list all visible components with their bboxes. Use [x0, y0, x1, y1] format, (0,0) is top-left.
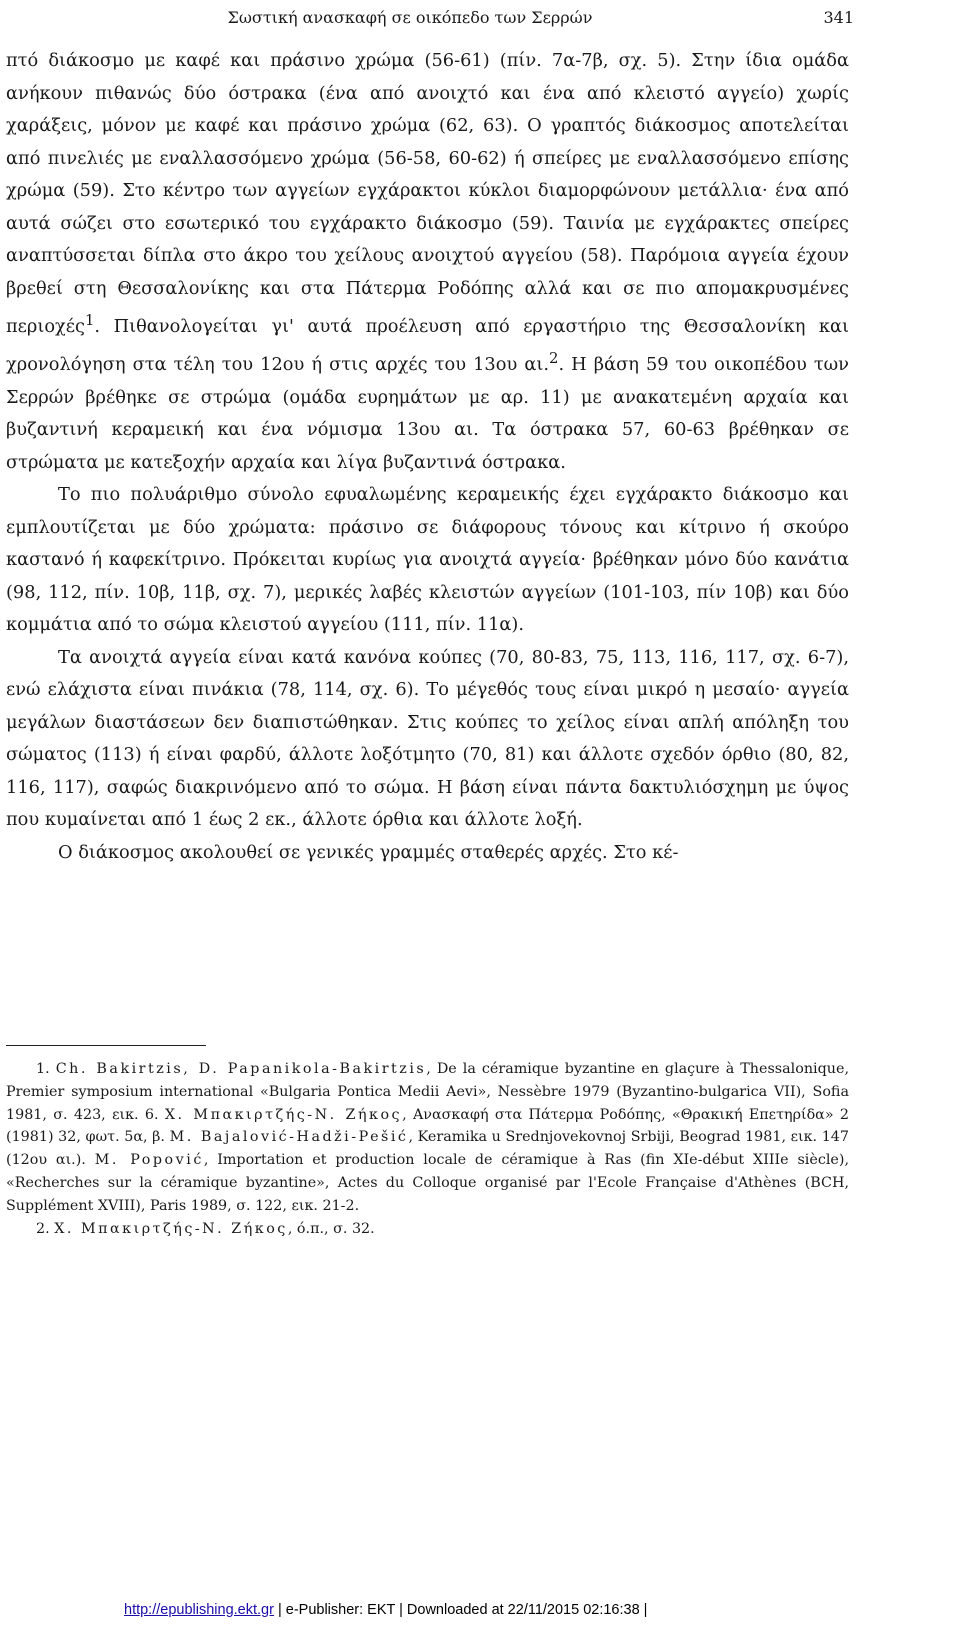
epublishing-link[interactable]: http://epublishing.ekt.gr [124, 1602, 274, 1618]
footnote-ref-1: 1 [84, 312, 95, 329]
footnote-2-author: Χ. Μπακιρτζής-Ν. Ζήκος [54, 1220, 288, 1237]
paragraph-1-text-b: . Πιθανολογείται γι' αυτά προέλευση από εργαστήριο της Θεσσαλονίκη και χρονολόγηση στα τέλη του 12ου ή στις αρχές του 13ου αι. [6, 315, 849, 376]
running-header [190, 4, 854, 32]
footnote-2-number: 2. [36, 1220, 50, 1237]
page-number: 341 [823, 8, 854, 27]
footnote-1-text-d: , Importation et production locale de céramique à Ras (fin XIe-début XIIIe siècle), «Recherches sur la céramique byzantine», Actes du Colloque organisé par l'Ecole Française d'Athènes (BCH, Supplément XVIII), Paris 1989, σ. 122, εικ. 21-2. [6, 1152, 850, 1214]
footnote-2 [6, 1218, 849, 1241]
footnote-divider [6, 1045, 206, 1046]
footer-info: | e-Publisher: EKT | Downloaded at 22/11/2015 02:16:38 | [273, 1602, 648, 1618]
paragraph-1 [6, 45, 849, 479]
footnote-1-author-4: M. Popović [94, 1152, 204, 1169]
paragraph-2: Το πιο πολυάριθμο σύνολο εφυαλωμένης κεραμεικής έχει εγχάρακτο διάκοσμο και εμπλουτίζεται με δύο χρώματα: πράσινο σε διάφορους τόνους και κίτρινο ή σκούρο καστανό ή καφεκίτρινο. Πρόκειται κυρίως για ανοιχτά αγγεία· βρέθηκαν μόνο δύο κανάτια (98, 112, πίν. 10β, 11β, σχ. 7), μερικές λαβές κλειστών αγγείων (101-103, πίν 10β) και δύο κομμάτια από το σώμα κλειστού αγγείου (111, πίν. 11α). [6, 484, 849, 636]
footnote-2-text: , ό.π., σ. 32. [287, 1220, 375, 1237]
paragraph-1-text-c: . Η βάση 59 του οικοπέδου των Σερρών βρέθηκε σε στρώμα (ομάδα ευρημάτων με αρ. 11) με ανακατεμένη αρχαία και βυζαντινή κεραμεική και ένα νόμισμα 13ου αι. Τα όστρακα 57, 60-63 βρέθηκαν σε στρώματα με κατεξοχήν αρχαία και λίγα βυζαντινά όστρακα. [6, 354, 849, 473]
body-text [6, 45, 849, 869]
footnote-1-author-1: Ch. Bakirtzis, D. Papanikola-Bakirtzis [55, 1061, 427, 1077]
running-title: Σωστική ανασκαφή σε οικόπεδο των Σερρών [227, 8, 593, 27]
footnote-1-text-a: , De la céramique byzantine en glaçure à Thessalonique, Premier symposium international «Bulgaria Pontica Medii Aevi», Nessèbre 1979 (Byzantino-bulgarica VII), Sofia 1981, σ. 423, εικ. 6. [6, 1061, 849, 1123]
paragraph-1-text-a: πτό διάκοσμο με καφέ και πράσινο χρώμα (56-61) (πίν. 7α-7β, σχ. 5). Στην ίδια ομάδα ανήκουν πιθανώς δύο όστρακα (ένα από ανοιχτό και ένα από κλειστό αγγείο) χωρίς χαράξεις, μόνον με καφέ και πράσινο χρώμα (62, 63). Ο γραπτός διάκοσμος αποτελείται από πινελιές με εναλλασσόμενο χρώμα (56-58, 60-62) ή σπείρες με εναλλασσόμενο επίσης χρώμα (59). Στο κέντρο των αγγείων εγχάρακτοι κύκλοι διαμορφώνουν μετάλλια· ένα από αυτά σώζει στο εσωτερικό του εγχάρακτο διάκοσμο (59). Ταινία με εγχάρακτες σπείρες αναπτύσσεται δίπλα στο άκρο του χείλους ανοιχτού αγγείου (58). Παρόμοια αγγεία έχουν βρεθεί στη Θεσσαλονίκης και στα Πάτερμα Ροδόπης αλλά και σε πιο απομακρυσμένες περιοχές [6, 50, 849, 337]
footnote-1-author-3: M. Bajalović-Hadži-Pešić [169, 1129, 409, 1146]
download-footer [124, 1600, 824, 1620]
footnote-1-author-2: Χ. Μπακιρτζής-Ν. Ζήκος [164, 1106, 403, 1123]
footnotes [6, 1058, 849, 1240]
footnote-1 [6, 1058, 849, 1218]
footnote-1-text-b: , Ανασκαφή στα Πάτερμα Ροδόπης, «Θρακική Επετηρίδα» 2 (1981) 32, φωτ. 5α, β. [6, 1106, 850, 1146]
footnote-ref-2: 2 [549, 350, 559, 368]
footnote-1-number: 1. [36, 1061, 50, 1077]
paragraph-3: Τα ανοιχτά αγγεία είναι κατά κανόνα κούπες (70, 80-83, 75, 113, 116, 117, σχ. 6-7), ενώ ελάχιστα είναι πινάκια (78, 114, σχ. 6). Το μέγεθός τους είναι μικρό η μεσαίο· αγγεία μεγάλων διαστάσεων δεν διαπιστώθηκαν. Στις κούπες το χείλος είναι απλή απόληξη του σώματος (113) ή είναι φαρδύ, άλλοτε λοξότμητο (70, 81) και άλλοτε σχεδόν όρθιο (80, 82, 116, 117), σαφώς διακρινόμενο από το σώμα. Η βάση είναι πάντα δακτυλιόσχημη με ύψος που κυμαίνεται από 1 έως 2 εκ., άλλοτε όρθια και άλλοτε λοξή. [6, 646, 849, 831]
paragraph-4: Ο διάκοσμος ακολουθεί σε γενικές γραμμές σταθερές αρχές. Στο κέ- [58, 841, 679, 863]
footnote-1-text-c: , Keramika u Srednjovekovnoj Srbiji, Beograd 1981, εικ. 147 (12ου αι.). [6, 1129, 849, 1169]
